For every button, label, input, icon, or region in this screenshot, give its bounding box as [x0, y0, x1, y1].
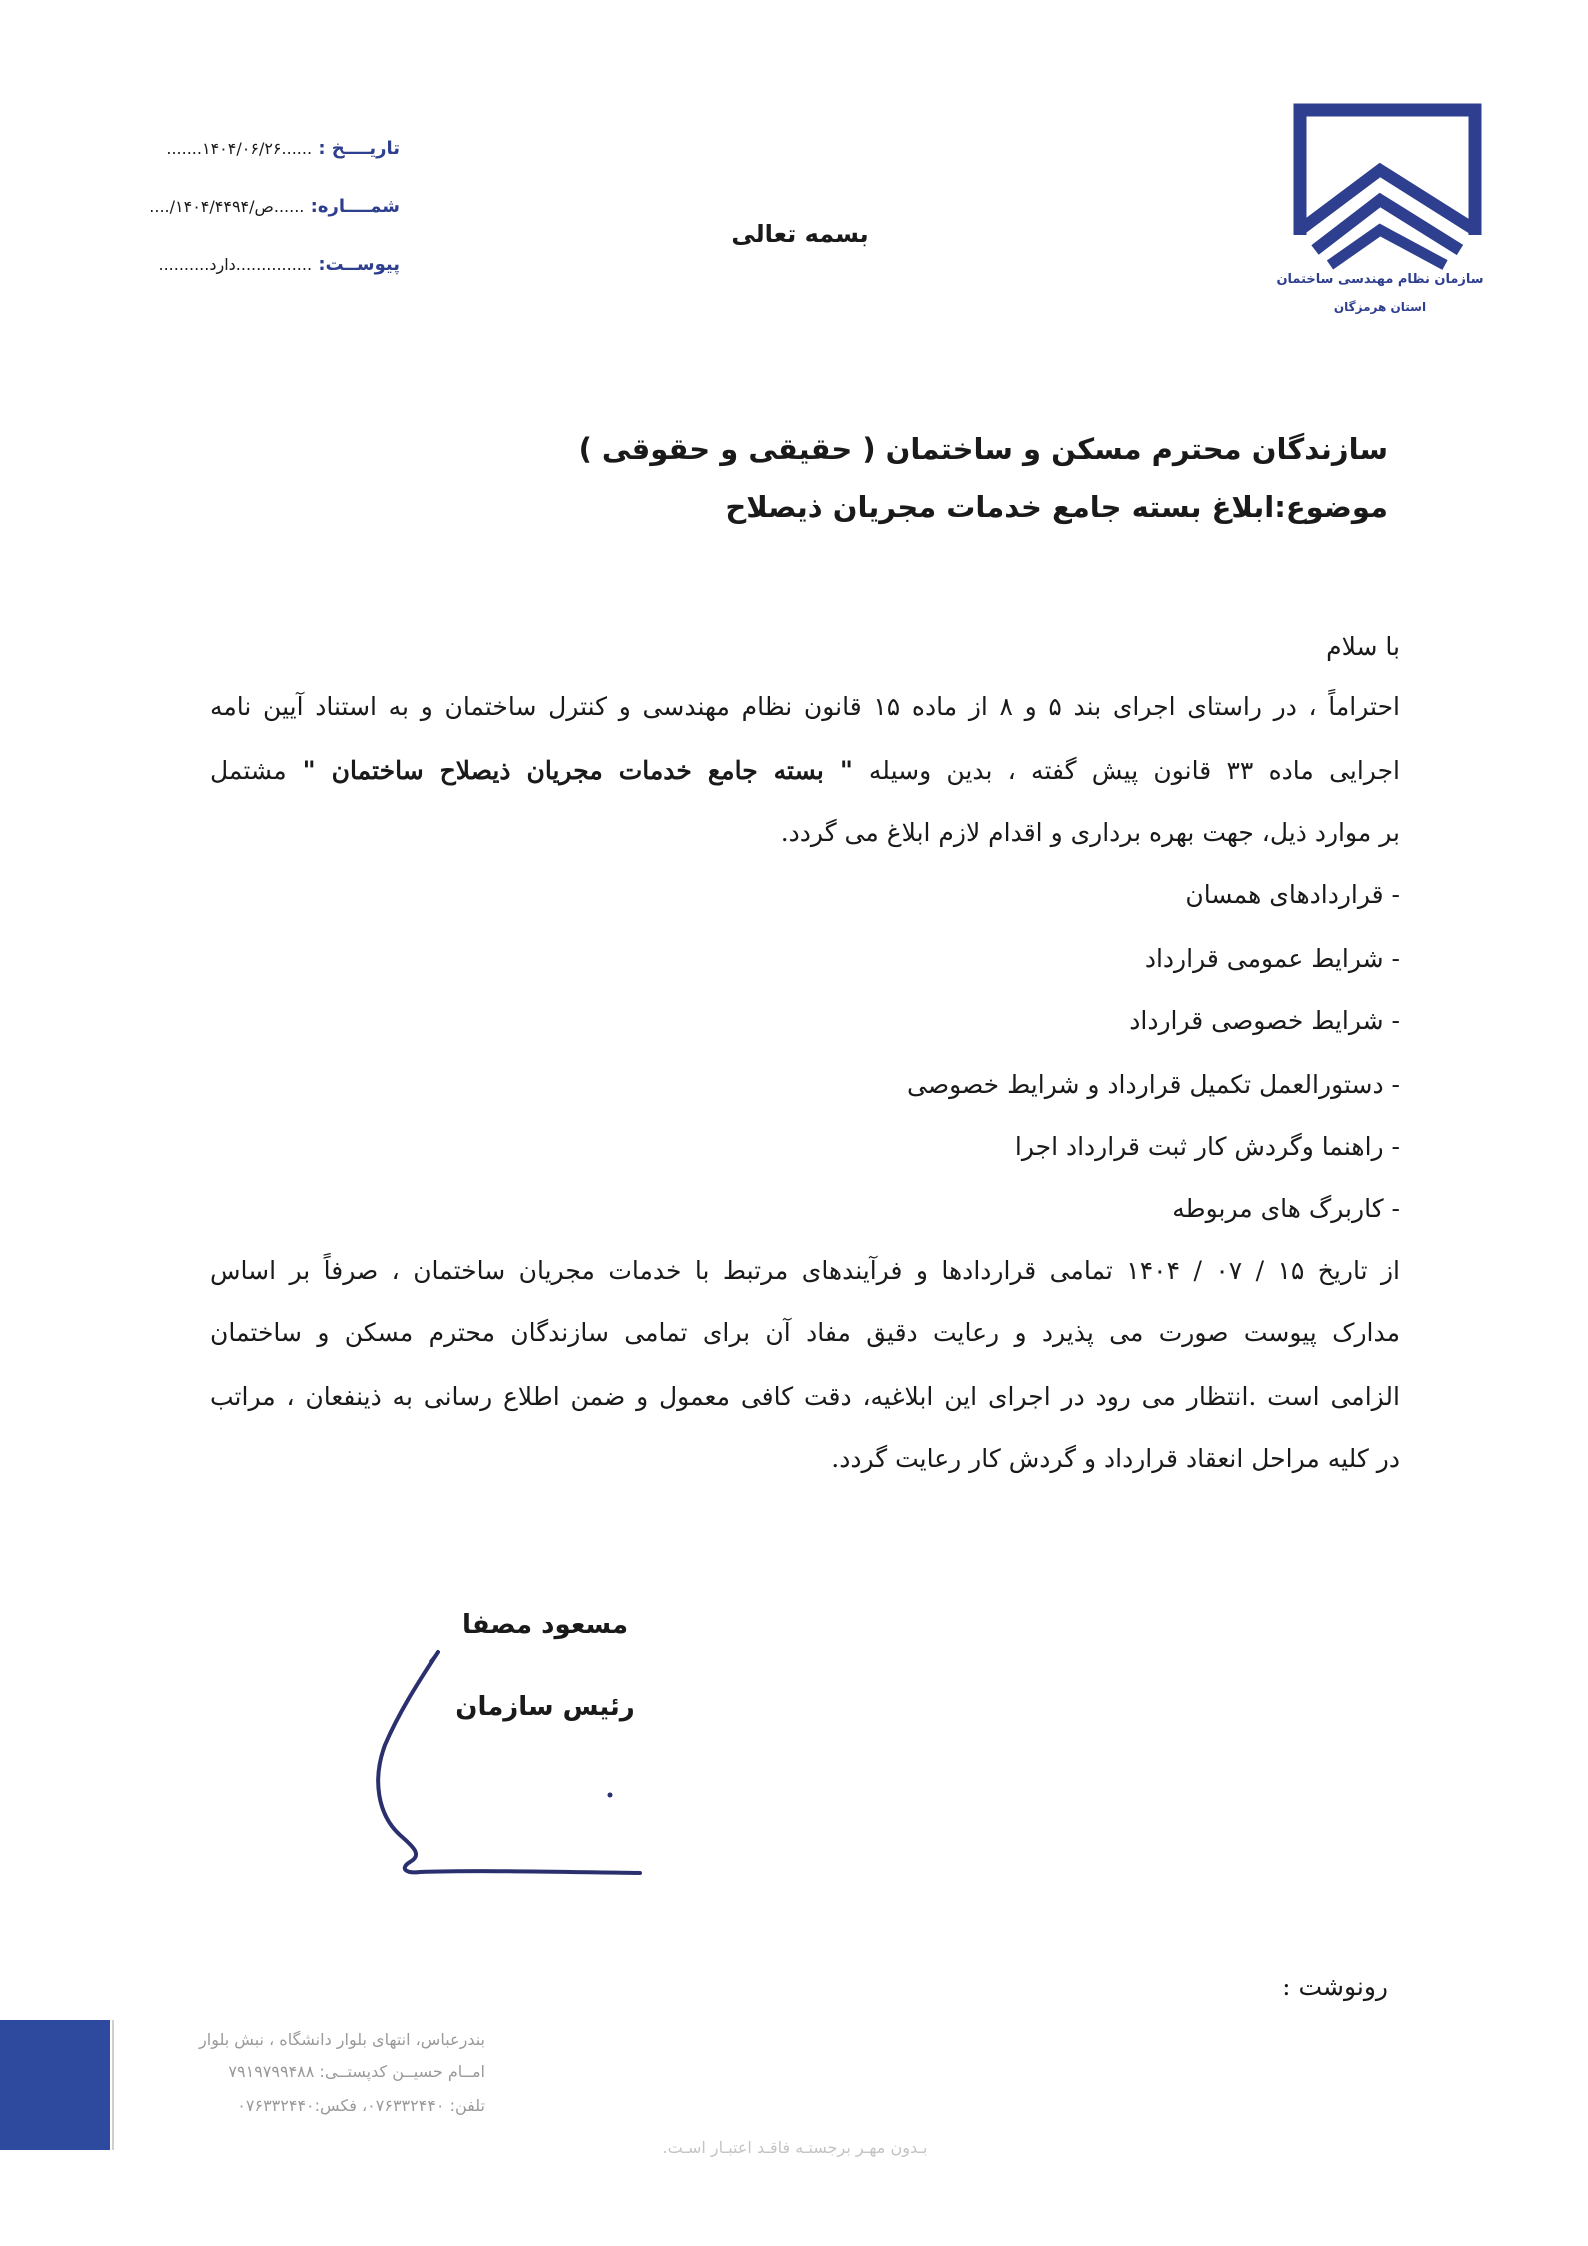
- subject: موضوع:ابلاغ بسته جامع خدمات مجریان ذیصلاح: [725, 490, 1388, 524]
- attachment-row: [110, 254, 400, 284]
- date-value: ......۱۴۰۴/۰۶/۲۶.......: [166, 139, 313, 158]
- paragraph1-line1: احتراماً ، در راستای اجرای بند ۵ و ۸ از ماده ۱۵ قانون نظام مهندسی و کنترل ساختمان و به استناد آیین نامه: [210, 692, 1400, 721]
- handwritten-signature-icon: [360, 1640, 660, 1900]
- number-label: شمــــاره:: [310, 196, 400, 217]
- footer-validity-note: بـدون مهـر برجستـه فاقـد اعتبـار اسـت.: [662, 2138, 928, 2157]
- attachment-label: پیوســت:: [318, 254, 400, 275]
- list-item: - راهنما وگردش کار ثبت قرارداد اجرا: [1014, 1132, 1400, 1161]
- logo-org-name: سازمان نظام مهندسی ساختمان: [1276, 272, 1484, 287]
- list-item: - کاربرگ های مربوطه: [1172, 1194, 1400, 1223]
- date-row: [110, 138, 400, 168]
- number-value: ......ص/۱۴۰۴/۴۴۹۴/....: [149, 197, 305, 216]
- p1-line2-start: اجرایی ماده ۳۳ قانون پیش گفته ، بدین وسیله: [868, 756, 1401, 785]
- organization-logo: [1270, 100, 1490, 330]
- list-item: - شرایط خصوصی قرارداد: [1129, 1006, 1400, 1035]
- paragraph2-line3: الزامی است .انتظار می رود در اجرای این ابلاغیه، دقت کافی معمول و ضمن اطلاع رسانی به ذینفعان ، مراتب: [210, 1382, 1400, 1411]
- footer-address: بندرعباس، انتهای بلوار دانشگاه ، نبش بلوار: [199, 2030, 485, 2049]
- basmala: بسمه تعالی: [731, 220, 869, 248]
- addressee: سازندگان محترم مسکن و ساختمان ( حقیقی و حقوقی ): [578, 432, 1388, 466]
- paragraph2-line4: در کلیه مراحل انعقاد قرارداد و گردش کار رعایت گردد.: [831, 1444, 1400, 1473]
- list-item: - شرایط عمومی قرارداد: [1144, 944, 1400, 973]
- greeting: با سلام: [1326, 632, 1400, 661]
- footer-accent-block: [0, 2020, 110, 2150]
- footer-address-line2: امــام حسیــن کدپستــی: ۷۹۱۹۷۹۹۴۸۸: [228, 2062, 485, 2081]
- cc-label: رونوشت :: [1282, 1972, 1388, 2001]
- date-label: تاریــــخ :: [318, 138, 400, 159]
- list-item: - دستورالعمل تکمیل قرارداد و شرایط خصوصی: [907, 1070, 1400, 1099]
- signatory-title: رئیس سازمان: [455, 1692, 635, 1722]
- paragraph1-line3: بر موارد ذیل، جهت بهره برداری و اقدام لازم ابلاغ می گردد.: [780, 818, 1400, 847]
- p1-line2-end: مشتمل: [210, 756, 287, 785]
- number-row: [110, 196, 400, 226]
- paragraph2-line1: از تاریخ ۱۵ / ۰۷ / ۱۴۰۴ تمامی قراردادها و فرآیندهای مرتبط با خدمات مجریان ساختمان ، صرفاً بر اساس: [210, 1256, 1400, 1285]
- list-item: - قراردادهای همسان: [1185, 880, 1400, 909]
- signatory-name: مسعود مصفا: [461, 1610, 629, 1640]
- attachment-value: ...............دارد..........: [158, 255, 313, 274]
- footer-divider: [112, 2020, 114, 2150]
- footer-phone: تلفن: ۰۷۶۳۳۲۴۴۰، فکس:۰۷۶۳۳۲۴۴۰: [237, 2096, 485, 2115]
- building-roof-logo-icon: [1270, 100, 1490, 270]
- package-title-bold: " بسته جامع خدمات مجریان ذیصلاح ساختمان ": [286, 756, 869, 785]
- logo-province: استان هرمزگان: [1333, 300, 1427, 314]
- paragraph1-line2: [210, 756, 1400, 785]
- paragraph2-line2: مدارک پیوست صورت می پذیرد و رعایت دقیق مفاد آن برای تمامی سازندگان محترم مسکن و ساختمان: [210, 1318, 1400, 1347]
